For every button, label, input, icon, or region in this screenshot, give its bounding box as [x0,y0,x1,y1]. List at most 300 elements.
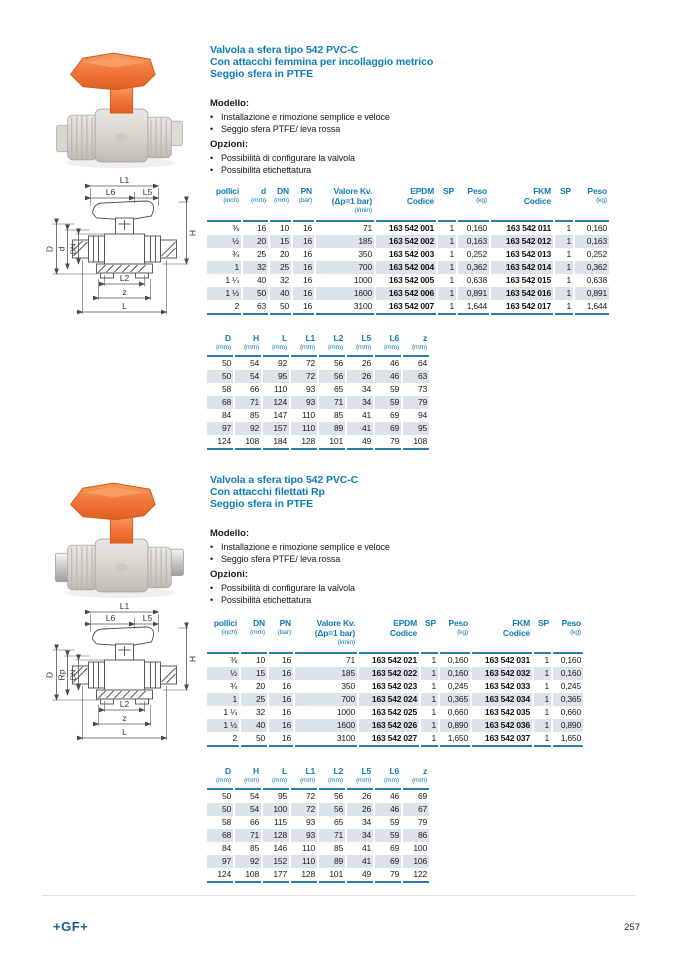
table-cell: 0,252 [586,249,607,259]
column-header: z (mm) [403,333,429,357]
table-cell: 72 [291,803,317,816]
table-cell: 72 [291,370,317,383]
table-cell: 1 [544,681,549,691]
table-cell: 95 [263,370,289,383]
table-cell: 16 [293,300,314,315]
table-cell: 146 [273,843,287,853]
column-header: DN (mm) [270,186,291,222]
table-row [207,680,583,693]
table-cell: 50 [243,287,268,300]
table-cell: ½ [207,235,241,248]
table-cell: 1,644 [575,300,609,315]
table-cell: 63 [403,370,429,383]
table-cell: 50 [221,791,231,801]
table-cell: 16 [293,235,314,248]
table-cell: 1 [555,235,573,248]
table-cell: 64 [417,358,427,368]
table-cell: 92 [277,358,287,368]
table-cell: 1 [449,275,454,285]
table-row [207,248,609,261]
table-cell: 41 [347,855,373,868]
table-row [207,300,609,315]
product-title-line: Con attacchi femmina per incollaggio metrico [210,56,434,68]
table-cell: 110 [291,855,317,868]
table-cell: 0,660 [447,707,468,717]
table-cell: 100 [413,843,427,853]
table-cell: 1 ½ [207,719,239,732]
table-cell: 59 [389,817,399,827]
table-cell: 1000 [336,707,355,717]
table-cell: 185 [295,667,357,680]
table-cell: 16 [256,223,266,233]
table-cell: 16 [302,223,312,233]
table-cell: 56 [333,791,343,801]
table-cell: 50 [221,358,231,368]
table-cell: 1 [566,223,571,233]
table-cell: 163 542 027 [359,732,419,747]
product-title-line: Seggio sfera in PTFE [210,68,314,80]
table-header-row [207,333,429,357]
column-header: SP [534,618,551,654]
table-cell: 72 [305,791,315,801]
table-cell: 124 [207,868,233,883]
table-cell: 41 [361,410,371,420]
dim-label-l5: L5 [142,187,153,197]
column-header: L (mm) [263,766,289,790]
table-cell: 15 [270,235,291,248]
table-cell: 32 [255,707,265,717]
dim-label-dn: DN [68,669,78,681]
table-cell: 1 [566,275,571,285]
table-row [207,693,583,706]
table-row [207,803,429,816]
table-cell: 63 [243,300,268,315]
bullet-icon: • [210,165,214,175]
table-cell: 46 [375,803,401,816]
table-cell: 95 [277,791,287,801]
table-cell: 16 [302,275,312,285]
table-cell: 163 542 023 [371,681,417,691]
table-cell: 25 [256,249,266,259]
table-cell: 32 [279,275,289,285]
ball-valve-photo [52,474,190,601]
table-cell: 128 [263,829,289,842]
table-cell: 1 [207,693,239,706]
table-row [207,422,429,435]
dim-label-l: L [122,301,127,311]
product-title-line: Con attacchi filettati Rp [210,486,325,498]
table-cell: 163 542 033 [484,681,530,691]
table-cell: 66 [249,384,259,394]
table-cell: 85 [333,410,343,420]
table-cell: 93 [291,396,317,409]
table-cell: 16 [302,249,312,259]
bullet-icon: • [210,595,214,605]
table-cell: 73 [417,384,427,394]
table-cell: 85 [249,843,259,853]
table-header-row [207,618,583,654]
bullet-icon: • [210,124,214,134]
table-cell: 69 [375,855,401,868]
ball-valve-photo [52,44,190,171]
dim-label-d-outer: D [44,245,55,253]
table-cell: 110 [302,843,315,853]
column-header: L2 (mm) [319,333,345,357]
product-photo-female [52,44,190,174]
table-cell: 40 [270,287,291,300]
table-cell: 50 [207,803,233,816]
table-cell: 0,160 [553,667,583,680]
table-cell: 49 [347,435,373,450]
table-cell: 110 [302,410,315,420]
table-cell: 0,365 [553,693,583,706]
table-cell: ⅜ [232,223,239,233]
dim-label-h: H [187,655,198,663]
table-cell: 1600 [295,719,357,732]
list-item: • Seggio sfera PTFE/ leva rossa [210,554,341,564]
table-cell: 163 542 006 [376,287,436,300]
table-cell: 108 [235,435,261,450]
table-cell: 79 [375,435,401,450]
table-cell: 122 [403,868,429,883]
table-cell: 16 [269,719,293,732]
table-row [207,732,583,747]
table-cell: 16 [293,287,314,300]
table-cell: 1 [431,655,436,665]
table-header-row [207,186,609,222]
table-cell: 50 [270,300,291,315]
table-row [207,235,609,248]
table-cell: 1 ¼ [225,275,239,285]
bullet-icon: • [210,153,214,163]
dim-table-2-wrap [205,766,431,883]
column-header: PN (bar) [293,186,314,222]
table-row [207,719,583,732]
column-header: z (mm) [403,766,429,790]
table-cell: 1 [544,655,549,665]
table-cell: 26 [347,803,373,816]
column-header: L2 (mm) [319,766,345,790]
product-photo-threaded [52,474,190,604]
table-cell: 0,160 [440,667,470,680]
modello-label: Modello: [210,98,250,109]
table-cell: 1 [534,719,551,732]
table-cell: 163 542 001 [388,223,434,233]
table-row [207,855,429,868]
table-cell: 1 ½ [207,287,241,300]
table-cell: 350 [358,249,372,259]
table-row [207,829,429,842]
column-header: FKM Codice [472,618,532,654]
table-cell: 1 [534,693,551,706]
table-cell: 59 [375,829,401,842]
table-cell: 163 542 037 [472,732,532,747]
table-cell: 350 [341,681,355,691]
table-cell: 79 [375,868,401,883]
table-cell: 92 [235,855,261,868]
table-cell: 101 [319,435,345,450]
column-header: Peso (kg) [458,186,489,222]
table-cell: 95 [403,422,429,435]
table-cell: 0,660 [560,707,581,717]
table-cell: 152 [263,855,289,868]
column-header: SP [555,186,573,222]
table-cell: 1 [438,235,456,248]
product-text-threaded [210,474,650,606]
table-cell: 34 [347,396,373,409]
table-cell: 1 [207,261,241,274]
list-item: • Seggio sfera PTFE/ leva rossa [210,124,341,134]
table-cell: 3100 [316,300,374,315]
table-cell: 71 [345,655,355,665]
table-cell: 0,362 [575,261,609,274]
table-cell: 0,891 [575,287,609,300]
table-cell: 110 [291,422,317,435]
dim-table-1-wrap [205,333,431,450]
table-cell: 34 [347,829,373,842]
table-cell: 163 542 036 [472,719,532,732]
column-header: Valore Kv. (Δp=1 bar) (l/min) [295,618,357,654]
dim-label-l: L [122,727,127,737]
table-cell: 177 [263,868,289,883]
dim-label-z: z [122,713,127,723]
table-cell: 58 [221,384,231,394]
table-cell: 0,160 [586,223,607,233]
table-row [207,435,429,450]
table-cell: 2 [207,732,239,747]
table-cell: 124 [263,396,289,409]
table-header-row [207,766,429,790]
table-cell: 59 [375,396,401,409]
table-row [207,222,609,235]
table-cell: 20 [279,249,289,259]
table-cell: 1600 [316,287,374,300]
table-cell: 128 [291,868,317,883]
table-cell: 97 [207,422,233,435]
spec-table-female [205,186,611,315]
table-cell: 0,163 [575,235,609,248]
table-cell: 89 [319,422,345,435]
table-cell: 26 [361,791,371,801]
table-cell: 108 [235,868,261,883]
dim-label-z: z [122,287,127,297]
column-header: EPDM Codice [359,618,419,654]
table-cell: 71 [235,829,261,842]
opzioni-label: Opzioni: [210,139,248,150]
list-item: • Possibilità di configurare la valvola [210,153,355,163]
table-cell: 10 [279,223,289,233]
table-cell: 0,160 [447,655,468,665]
table-cell: 1 ¼ [223,707,237,717]
table-cell: 163 542 026 [359,719,419,732]
table-cell: 93 [291,829,317,842]
table-row [207,842,429,855]
table-cell: 110 [274,384,287,394]
table-cell: 163 542 015 [505,275,551,285]
table-cell: 84 [221,843,231,853]
table-cell: 56 [333,358,343,368]
dim-label-d-mid: Rp [56,669,67,681]
table-cell: 46 [389,791,399,801]
product-text-female [210,44,650,176]
dimension-table-threaded [205,766,431,883]
table-cell: 128 [291,435,317,450]
table-cell: 0,252 [466,249,487,259]
table-cell: 94 [417,410,427,420]
column-header: SP [421,618,438,654]
table-row [207,261,609,274]
spec-table-1-wrap [205,186,611,315]
column-header: L1 (mm) [291,333,317,357]
table-cell: 163 542 034 [472,693,532,706]
table-cell: 58 [221,817,231,827]
table-cell: 1 [534,732,551,747]
table-cell: 25 [270,261,291,274]
table-cell: 16 [269,732,293,747]
table-cell: 16 [269,693,293,706]
column-header: L5 (mm) [347,333,373,357]
table-row [207,409,429,422]
table-cell: 54 [235,370,261,383]
dim-label-l6: L6 [105,613,116,623]
column-header: L (mm) [263,333,289,357]
table-cell: 46 [375,370,401,383]
table-cell: ¾ [232,249,239,259]
table-cell: 66 [249,817,259,827]
table-cell: 700 [295,693,357,706]
table-cell: 68 [207,396,233,409]
column-header: PN (bar) [269,618,293,654]
column-header: d (mm) [243,186,268,222]
table-cell: 0,160 [560,655,581,665]
table-cell: 0,365 [440,693,470,706]
table-cell: 41 [347,422,373,435]
list-item: • Possibilità etichettatura [210,595,312,605]
table-cell: 34 [361,384,371,394]
column-header: L6 (mm) [375,766,401,790]
table-cell: 100 [263,803,289,816]
table-cell: 40 [256,275,266,285]
table-cell: 79 [417,817,427,827]
table-cell: 3100 [295,732,357,747]
table-cell: 50 [241,732,267,747]
column-header: H (mm) [235,766,261,790]
table-row [207,790,429,803]
table-cell: 106 [403,855,429,868]
table-cell: 163 542 002 [376,235,436,248]
column-header: Peso (kg) [553,618,583,654]
table-cell: 34 [361,817,371,827]
table-cell: 163 542 021 [371,655,417,665]
table-cell: 1 [555,287,573,300]
table-cell: 2 [207,300,241,315]
table-cell: 84 [221,410,231,420]
table-cell: 15 [241,667,267,680]
dim-label-l2: L2 [119,699,130,709]
table-cell: 163 542 025 [371,707,417,717]
table-cell: 16 [281,681,291,691]
table-cell: 1 [438,261,456,274]
column-header: Valore Kv. (Δp=1 bar) (l/min) [316,186,374,222]
table-row [207,274,609,287]
table-cell: 54 [249,358,259,368]
table-row [207,383,429,396]
table-cell: 0,362 [458,261,489,274]
table-cell: 0,638 [586,275,607,285]
table-cell: 10 [255,655,265,665]
table-cell: 157 [263,422,289,435]
table-cell: 1 [449,249,454,259]
table-cell: 26 [347,370,373,383]
list-item: • Installazione e rimozione semplice e veloce [210,112,390,122]
footer-divider [42,895,635,896]
modello-list [210,541,650,565]
product-title-line: Valvola a sfera tipo 542 PVC-C [210,474,359,486]
dim-label-l6: L6 [105,187,116,197]
table-cell: 20 [243,235,268,248]
table-cell: 0,245 [447,681,468,691]
table-cell: 163 542 024 [359,693,419,706]
column-header: pollici (inch) [207,618,239,654]
table-cell: 1 [449,223,454,233]
table-cell: 67 [403,803,429,816]
table-cell: 89 [319,855,345,868]
table-cell: 68 [207,829,233,842]
table-cell: 41 [361,843,371,853]
table-cell: 93 [305,817,315,827]
table-cell: 1 [421,732,438,747]
table-cell: 0,638 [466,275,487,285]
table-row [207,287,609,300]
table-cell: 69 [417,791,427,801]
table-cell: 1,644 [458,300,489,315]
table-cell: 147 [273,410,287,420]
dim-label-h: H [187,229,198,237]
table-cell: 1 [555,261,573,274]
table-cell: 1 [431,681,436,691]
table-cell: 0,160 [466,223,487,233]
modello-list [210,111,650,135]
table-cell: 1 [566,249,571,259]
bullet-icon: • [210,112,214,122]
table-cell: 163 542 003 [388,249,434,259]
dim-label-l1: L1 [119,175,130,185]
column-header: EPDM Codice [376,186,436,222]
table-cell: 108 [403,435,429,450]
technical-drawing-threaded [42,598,207,763]
table-cell: 101 [319,868,345,883]
table-cell: 0,890 [440,719,470,732]
table-cell: 16 [281,707,291,717]
column-header: D (mm) [207,766,233,790]
column-header: Peso (kg) [575,186,609,222]
table-row [207,667,583,680]
table-cell: 16 [293,261,314,274]
spec-table-2-wrap [205,618,585,747]
bullet-icon: • [210,583,214,593]
table-cell: 1 [438,300,456,315]
dim-label-d-outer: D [44,671,55,679]
column-header: FKM Codice [491,186,553,222]
table-cell: 115 [274,817,287,827]
table-cell: 65 [333,817,343,827]
table-row [207,370,429,383]
table-cell: 54 [249,791,259,801]
column-header: L1 (mm) [291,766,317,790]
table-cell: 163 542 014 [491,261,553,274]
column-header: pollici (inch) [207,186,241,222]
table-row [207,396,429,409]
